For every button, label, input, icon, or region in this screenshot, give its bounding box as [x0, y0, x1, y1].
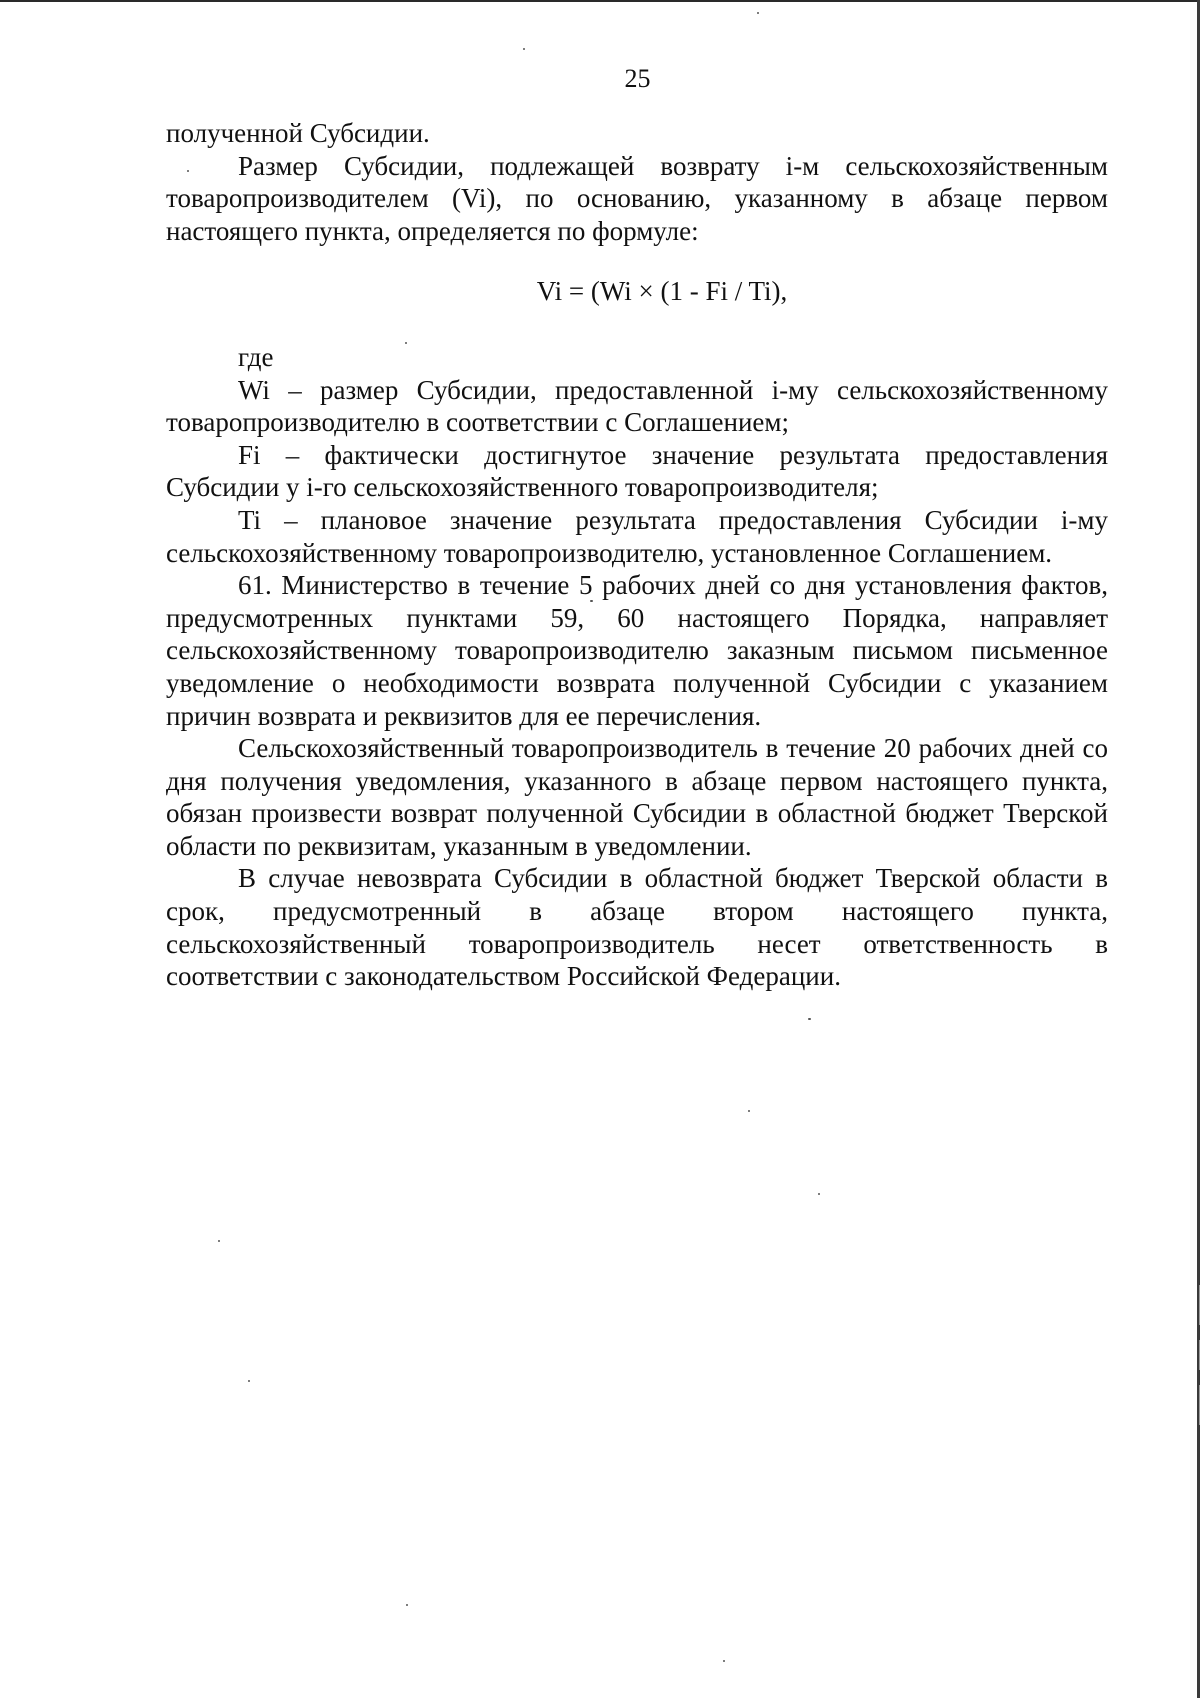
scan-speck — [523, 48, 525, 50]
scan-speck — [808, 1018, 811, 1020]
where-label: где — [238, 341, 274, 372]
scan-speck — [187, 170, 189, 172]
formula: Vi = (Wi × (1 - Fi / Ti), — [536, 276, 788, 307]
paragraph-61: 61. Министерство в течение 5 рабочих дней со дня установления фактов, предусмотренных пунктами 59, 60 настоящего Порядка, направляет сельскохозяйственному товаропроизводителю заказным письмом письменное уведомление о необходимости возврата полученной Субсидии с указанием причин возврата и реквизитов для ее перечисления. — [166, 570, 1108, 731]
scan-speck — [248, 1380, 250, 1382]
paragraph-return-obligation: Сельскохозяйственный товаропроизводитель в течение 20 рабочих дней со дня получения уведомления, указанного в абзаце первом настоящего пункта, обязан произвести возврат полученной Субсидии в областной бюджет Тверской области по реквизитам, указанным в уведомлении. — [166, 733, 1108, 861]
page-number: 25 — [624, 64, 651, 93]
scan-speck — [818, 1193, 820, 1195]
definition-ti: Ti – плановое значение результата предоставления Субсидии i-му сельскохозяйственному товаропроизводителю, установленное Соглашением. — [166, 504, 1108, 568]
paragraph-continuation: полученной Субсидии. — [166, 118, 430, 148]
document-body — [166, 117, 1108, 993]
scan-speck — [723, 1660, 725, 1662]
scan-speck — [748, 1110, 750, 1112]
definition-wi: Wi – размер Субсидии, предоставленной i-му сельскохозяйственному товаропроизводителю в соответствии с Соглашением; — [166, 374, 1108, 438]
scan-speck — [405, 342, 407, 344]
definition-fi: Fi – фактически достигнутое значение результата предоставления Субсидии у i-го сельскохозяйственного товаропроизводителя; — [166, 439, 1108, 503]
scan-speck — [757, 12, 759, 14]
paragraph-subsidy-size: Размер Субсидии, подлежащей возврату i-м сельскохозяйственным товаропроизводителем (Vi), по основанию, указанному в абзаце первом настоящего пункта, определяется по формуле: — [166, 150, 1108, 246]
paragraph-liability: В случае невозврата Субсидии в областной бюджет Тверской области в срок, предусмотренный в абзаце втором настоящего пункта, сельскохозяйственный товаропроизводитель несет ответственность в соответствии с законодательством Российской Федерации. — [166, 863, 1108, 992]
scan-speck — [218, 1240, 220, 1242]
scan-speck — [590, 600, 593, 602]
scan-speck — [406, 1604, 408, 1606]
scan-top-edge — [0, 0, 1200, 2]
